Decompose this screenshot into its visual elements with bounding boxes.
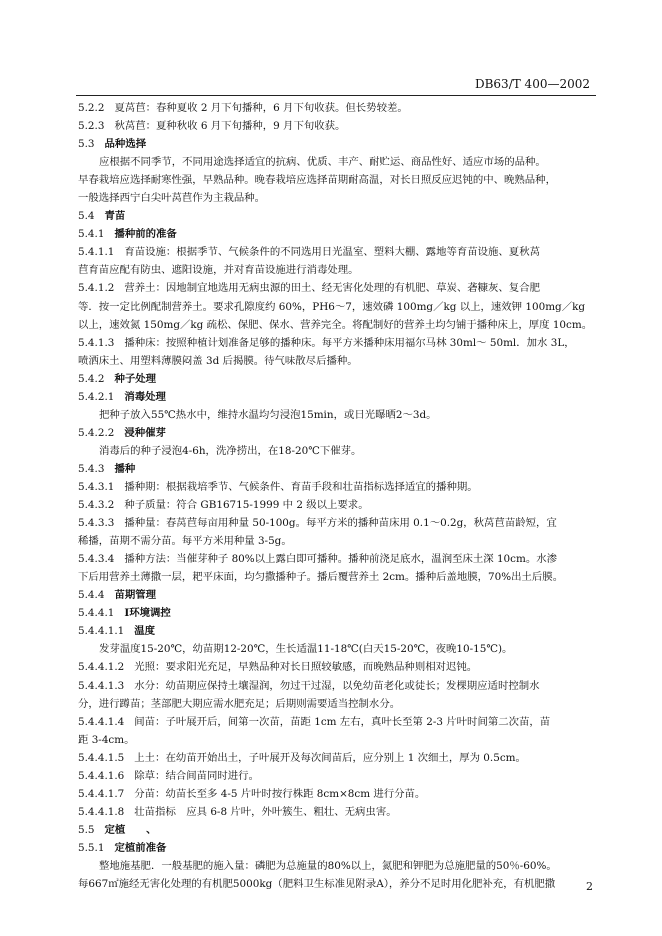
text-line xyxy=(78,135,598,153)
text-line xyxy=(78,677,598,695)
section-number: 5.4.1 xyxy=(78,228,105,241)
line-text: 发芽温度15-20℃，幼苗期12-20℃，生长适温11-18℃(白天15-20℃，夜晚10-15℃)。 xyxy=(99,643,513,656)
section-number: 5.4.3.1 xyxy=(78,480,115,493)
line-text: 播种床：按照种植计划准备足够的播种床。每平方米播种床用福尔马林 30ml～ 50ml．加水 3L， xyxy=(124,336,575,349)
line-text: 分，进行蹲苗；茎部肥大期应需水肥充足；后期则需要适当控制水分。 xyxy=(78,697,401,710)
line-text: 整地施基肥．一般基肥的施入量：磷肥为总施量的80%以上，氮肥和钾肥为总施肥量的50％-60%。 xyxy=(99,859,557,872)
text-line xyxy=(78,153,598,171)
text-line xyxy=(78,370,598,388)
section-number: 5.4.2 xyxy=(78,372,105,385)
section-heading: 播种 xyxy=(114,462,136,475)
section-number: 5.4.4.1.6 xyxy=(78,769,125,782)
text-line xyxy=(78,117,598,135)
line-text: 营养土：因地制宜地选用无病虫源的田土、经无害化处理的有机肥、草炭、砻糠灰、复合肥 xyxy=(124,282,540,295)
text-line xyxy=(78,207,598,225)
section-number: 5.4.4.1 xyxy=(78,607,115,620)
section-number: 5.4.4.1.7 xyxy=(78,787,125,800)
text-line xyxy=(78,785,598,803)
line-text: 水分：幼苗期应保持土壤湿润，勿过干过湿，以免幼苗老化或徒长；发棵期应适时控制水 xyxy=(134,679,540,692)
text-line xyxy=(78,767,598,785)
text-line xyxy=(78,225,598,243)
section-number: 5.4.1.3 xyxy=(78,336,115,349)
line-text: 育苗设施：根据季节、气候条件的不同选用日光温室、塑料大棚、露地等育苗设施、夏秋莴 xyxy=(124,246,540,259)
text-line xyxy=(78,875,598,893)
line-text: 喷洒床土、用塑料薄膜闷盖 3d 后揭膜。待气味散尽后播种。 xyxy=(78,354,358,367)
section-heading: 品种选择 xyxy=(104,138,147,151)
line-text: 把种子放入55℃热水中，维持水温均匀浸泡15min，或日光曝晒2～3d。 xyxy=(99,408,437,421)
section-heading: 青苗 xyxy=(104,210,126,223)
text-line xyxy=(78,189,598,207)
text-line xyxy=(78,532,598,550)
text-line xyxy=(78,713,598,731)
section-number: 5.4.3.2 xyxy=(78,499,115,512)
section-number: 5.2.3 xyxy=(78,120,105,133)
section-number: 5.4.4 xyxy=(78,589,105,602)
line-text: 早春栽培应选择耐寒性强，早熟品种。晚春栽培应选择苗期耐高温，对长日照反应迟钝的中、晚熟品种， xyxy=(78,174,556,187)
line-text: 播种方法：当催芽种子 80%以上露白即可播种。播种前浇足底水，温润至床土深 10cm。水渗 xyxy=(124,553,558,566)
line-text: 壮苗指标 应具 6-8 片叶，外叶簇生、粗壮、无病虫害。 xyxy=(134,805,397,818)
text-line xyxy=(78,586,598,604)
line-text: 距 3-4cm。 xyxy=(78,733,135,746)
line-text: 一般选择西宁白尖叶莴苣作为主栽品种。 xyxy=(78,192,266,205)
text-line xyxy=(78,99,598,117)
text-line xyxy=(78,568,598,586)
text-line xyxy=(78,352,598,370)
text-line xyxy=(78,478,598,496)
section-number: 5.4.1.2 xyxy=(78,282,115,295)
text-line xyxy=(78,171,598,189)
section-number: 5.4.2.1 xyxy=(78,390,115,403)
section-heading: 消毒处理 xyxy=(124,390,166,403)
text-line xyxy=(78,316,598,334)
text-line xyxy=(78,406,598,424)
section-number: 5.4.2.2 xyxy=(78,426,115,439)
line-text: 除草：结合间苗同时进行。 xyxy=(134,769,259,782)
line-text: 消毒后的种子浸泡4-6h，洗净捞出，在18-20℃下催芽。 xyxy=(99,444,362,457)
section-heading: Ⅰ环境调控 xyxy=(124,607,171,620)
text-line xyxy=(78,243,598,261)
text-line xyxy=(78,424,598,442)
text-line xyxy=(78,261,598,279)
line-text: 每667㎡施经无害化处理的有机肥5000kg（肥料卫生标准见附录A），养分不足时用化肥补充，有机肥撒 xyxy=(78,878,556,891)
text-line xyxy=(78,839,598,857)
section-number: 5.5.1 xyxy=(78,841,105,854)
section-heading: 温度 xyxy=(134,625,156,638)
line-text: 应根据不同季节，不同用途选择适宜的抗病、优质、丰产、耐贮运、商品性好、适应市场的品种。 xyxy=(99,156,546,169)
section-heading: 苗期管理 xyxy=(114,589,157,602)
section-heading: 播种前的准备 xyxy=(114,228,177,241)
text-line xyxy=(78,821,598,839)
section-number: 5.4.4.1.8 xyxy=(78,805,125,818)
section-number: 5.4.3.3 xyxy=(78,517,115,530)
section-heading: 定植前准备 xyxy=(114,841,167,854)
text-line xyxy=(78,658,598,676)
text-line xyxy=(78,460,598,478)
section-number: 5.4 xyxy=(78,210,95,223)
line-text: 苣育苗应配有防虫、遮阳设施，并对育苗设施进行消毒处理。 xyxy=(78,264,359,277)
line-text: 秋莴苣：夏种秋收 6 月下旬播种，9 月下旬收获。 xyxy=(114,120,346,133)
text-line xyxy=(78,279,598,297)
line-text: 播种量：春莴苣每亩用种量 50-100g。每平方米的播种苗床用 0.1～0.2g，秋莴苣苗龄短，宜 xyxy=(124,517,557,530)
line-text: 上土：在幼苗开始出土，子叶展开及每次间苗后，应分别上 1 次细土，厚为 0.5cm。 xyxy=(134,751,526,764)
section-heading: 浸种催芽 xyxy=(124,426,166,439)
line-text: 稀播，苗期不需分苗。每平方米用种量 3-5g。 xyxy=(78,535,292,548)
section-number: 5.4.3.4 xyxy=(78,553,115,566)
line-text: 播种期：根据栽培季节、气候条件、育苗手段和壮苗指标选择适宜的播种期。 xyxy=(124,480,478,493)
line-text: 分苗：幼苗长至多 4-5 片叶时按行株距 8cm×8cm 进行分苗。 xyxy=(134,787,426,800)
section-number: 5.4.4.1.3 xyxy=(78,679,125,692)
section-number: 5.4.4.1.4 xyxy=(78,715,125,728)
line-text: 光照：要求阳光充足，早熟品种对长日照较敏感，而晚熟品种则相对迟钝。 xyxy=(134,661,478,674)
header-rule xyxy=(76,95,596,96)
section-heading: 定植 、 xyxy=(104,823,157,836)
line-text: 下后用营养土薄撒一层，耙平床面，均匀撒播种子。播后覆营养土 2cm。播种后盖地膜，70%出土后膜。 xyxy=(78,571,564,584)
text-line xyxy=(78,749,598,767)
section-number: 5.4.4.1.2 xyxy=(78,661,125,674)
text-line xyxy=(78,550,598,568)
section-number: 5.2.2 xyxy=(78,102,105,114)
text-line xyxy=(78,514,598,532)
text-line xyxy=(78,388,598,406)
line-text: 间苗：子叶展开后，间第一次苗，苗距 1cm 左右，真叶长至第 2-3 片叶时间第二次苗，苗 xyxy=(134,715,551,728)
text-line xyxy=(78,604,598,622)
section-heading: 种子处理 xyxy=(114,372,157,385)
section-number: 5.4.3 xyxy=(78,462,105,475)
section-number: 5.5 xyxy=(78,823,95,836)
section-number: 5.4.4.1.5 xyxy=(78,751,125,764)
line-text: 等．按一定比例配制营养土。要求孔隙度约 60%，PH6～7，速效磷 100mg／kg 以上，速效钾 100mg／kg xyxy=(78,300,586,313)
text-line xyxy=(78,334,598,352)
text-line xyxy=(78,803,598,821)
text-line xyxy=(78,857,598,875)
document-body xyxy=(78,99,598,893)
line-text: 夏莴苣：春种夏收 2 月下旬播种，6 月下旬收获。但长势较差。 xyxy=(114,102,408,114)
section-number: 5.4.1.1 xyxy=(78,246,115,259)
text-line xyxy=(78,731,598,749)
line-text: 以上，速效氮 150mg／kg 疏松、保肥、保水、营养完全。将配制好的营养土均匀铺于播种床上，厚度 10cm。 xyxy=(78,318,593,331)
text-line xyxy=(78,442,598,460)
text-line xyxy=(78,640,598,658)
line-text: 种子质量：符合 GB16715-1999 中 2 级以上要求。 xyxy=(124,499,369,512)
document-number: DB63/T 400—2002 xyxy=(474,77,590,91)
text-line xyxy=(78,298,598,316)
text-line xyxy=(78,622,598,640)
text-line xyxy=(78,695,598,713)
text-line xyxy=(78,496,598,514)
section-number: 5.4.4.1.1 xyxy=(78,625,125,638)
page-number: 2 xyxy=(586,880,593,893)
section-number: 5.3 xyxy=(78,138,95,151)
